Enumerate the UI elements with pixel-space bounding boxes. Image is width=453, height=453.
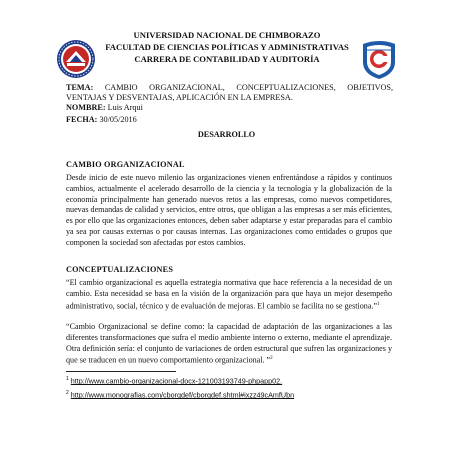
career-logo <box>359 38 399 80</box>
section-heading-cambio: CAMBIO ORGANIZACIONAL <box>66 160 185 169</box>
footnote-2-link[interactable]: http://www.monografias.com/cborgdef/cborgdef.shtml#ixzz49cAmfUbn <box>70 390 295 400</box>
footnote-divider <box>66 371 176 372</box>
footnote-2 <box>66 389 294 399</box>
university-logo <box>56 39 96 79</box>
footnote-1 <box>66 375 282 385</box>
name-label: NOMBRE: <box>66 103 106 112</box>
name-value: Luis Arqui <box>107 103 143 112</box>
date-label: FECHA: <box>66 115 98 124</box>
section-heading-conceptualizaciones: CONCEPTUALIZACIONES <box>66 265 174 274</box>
quote-paragraph-1 <box>66 278 392 312</box>
name-line <box>66 103 393 113</box>
footnote-1-number: 1 <box>66 376 69 382</box>
date-value: 30/05/2016 <box>99 115 137 124</box>
quote-paragraph-2 <box>66 322 392 367</box>
date-line <box>66 115 393 125</box>
section-paragraph-cambio: Desde inicio de este nuevo milenio las organizaciones vienen enfrentándose a rápidos y continuos cambios, actualmente el acelerado desarrollo de la ciencia y la tecnología y la globalización de la economía principalmente han generado nuevos retos a las empresas, como nuevos competidores, nuevas demandas de calidad y servicios, entre otros, que obligan a las empresas a ser más eficientes, es por ello que las organizaciones entonces, deben saber adaptarse y estar preparadas para el cambio ya sea por causas externas o por causas internas. Las organizaciones como entidades o grupos que componen la sociedad son afectadas por estos cambios. <box>66 173 392 247</box>
footnote-ref-1: 1 <box>377 301 380 307</box>
quote-1-text: “El cambio organizacional es aquella estrategia normativa que hace referencia a la necesidad de un cambio. Esta necesidad se basa en la visión de la organización para que haya un mejor desempeño administrativo, social, técnico y de evaluación de mejoras. El cambio se facilita no se gestiona.” <box>66 278 392 311</box>
footnote-ref-2: 2 <box>270 356 273 362</box>
topic-block <box>66 83 393 102</box>
topic-label: TEMA: <box>66 83 94 92</box>
quote-2-text: “Cambio Organizacional se define como: la capacidad de adaptación de las organizaciones a las diferentes transformaciones que sufra el medio ambiente interno o externo, mediante el aprendizaje. Otra definición sería: el conjunto de variaciones de orden estructural que sufren las organizaciones y que se traducen en un nuevo comportamiento organizacional. ” <box>66 322 392 366</box>
university-name: UNIVERSIDAD NACIONAL DE CHIMBORAZO <box>133 30 321 40</box>
faculty-name: FACULTAD DE CIENCIAS POLÍTICAS Y ADMINISTRATIVAS <box>105 42 349 52</box>
topic-line-2: VENTAJAS Y DESVENTAJAS, APLICACIÓN EN LA EMPRESA. <box>66 92 293 102</box>
development-heading: DESARROLLO <box>197 130 256 139</box>
career-name: CARRERA DE CONTABILIDAD Y AUDITORÍA <box>134 54 320 64</box>
topic-line-1: CAMBIO ORGANIZACIONAL, CONCEPTUALIZACIONES, OBJETIVOS, <box>104 83 393 92</box>
footnote-1-link[interactable]: http://www.cambio-organizacional-docx-121003193749-phpapp02. <box>70 376 283 386</box>
footnote-2-number: 2 <box>66 390 69 396</box>
